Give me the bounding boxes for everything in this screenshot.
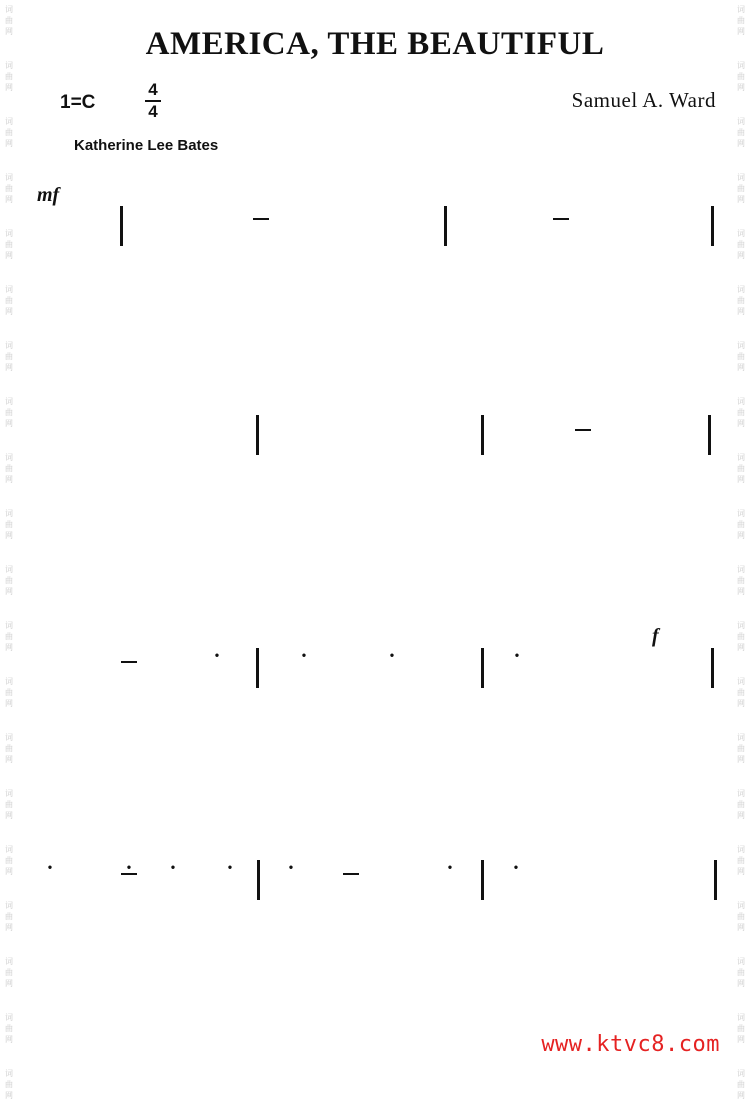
side-watermark-glyph: 词 bbox=[5, 733, 13, 742]
side-watermark-glyph: 网 bbox=[737, 139, 745, 148]
side-watermark-glyph: 网 bbox=[737, 979, 745, 988]
side-watermark-glyph: 网 bbox=[737, 1091, 745, 1100]
side-watermark-glyph: 网 bbox=[737, 1035, 745, 1044]
site-watermark: www.ktvc8.com bbox=[541, 1032, 720, 1057]
side-watermark-glyph: 词 bbox=[737, 621, 745, 630]
side-watermark-glyph: 词 bbox=[737, 397, 745, 406]
dynamic-forte: f bbox=[652, 625, 659, 647]
side-watermark-glyph: 曲 bbox=[5, 128, 13, 137]
side-watermark-glyphs bbox=[734, 620, 748, 653]
side-watermark-glyph: 词 bbox=[737, 509, 745, 518]
side-watermark-glyph: 曲 bbox=[737, 184, 745, 193]
side-watermark-glyph: 网 bbox=[5, 475, 13, 484]
side-watermark-glyph: 网 bbox=[5, 1035, 13, 1044]
side-watermark-glyph: 词 bbox=[737, 789, 745, 798]
side-watermark-glyph: 曲 bbox=[5, 688, 13, 697]
side-watermark-glyphs bbox=[2, 284, 16, 317]
side-watermark-glyph: 词 bbox=[737, 173, 745, 182]
side-watermark-glyphs bbox=[734, 844, 748, 877]
side-watermark-glyphs bbox=[734, 172, 748, 205]
bar-line bbox=[481, 648, 484, 688]
side-watermark-glyphs bbox=[734, 228, 748, 261]
side-watermark-glyph: 曲 bbox=[5, 800, 13, 809]
side-watermark-glyphs bbox=[2, 396, 16, 429]
side-watermark-glyph: 网 bbox=[5, 699, 13, 708]
side-watermark-glyph: 词 bbox=[737, 1069, 745, 1078]
side-watermark-glyph: 网 bbox=[5, 587, 13, 596]
bar-line bbox=[711, 206, 714, 246]
side-watermark-glyphs bbox=[2, 508, 16, 541]
side-watermark-glyphs bbox=[2, 564, 16, 597]
side-watermark-glyph: 词 bbox=[5, 565, 13, 574]
side-watermark-glyph: 曲 bbox=[5, 520, 13, 529]
side-watermark-glyph: 曲 bbox=[737, 1024, 745, 1033]
side-watermark-glyph: 词 bbox=[5, 173, 13, 182]
side-watermark-glyph: 曲 bbox=[737, 352, 745, 361]
side-watermark-glyph: 曲 bbox=[5, 184, 13, 193]
side-watermark-glyph: 词 bbox=[5, 789, 13, 798]
side-watermark-glyphs bbox=[2, 732, 16, 765]
side-watermark-glyphs bbox=[734, 956, 748, 989]
side-watermark-glyph: 网 bbox=[5, 139, 13, 148]
side-watermark-glyph: 网 bbox=[5, 755, 13, 764]
side-watermark-glyph: 曲 bbox=[737, 464, 745, 473]
side-watermark-glyph: 曲 bbox=[737, 1080, 745, 1089]
side-watermark-glyph: 曲 bbox=[737, 128, 745, 137]
side-watermark-glyph: 词 bbox=[737, 565, 745, 574]
side-watermark-glyph: 词 bbox=[737, 285, 745, 294]
side-watermark-glyph: 曲 bbox=[737, 296, 745, 305]
side-watermark-glyph: 网 bbox=[5, 643, 13, 652]
side-watermark-glyph: 曲 bbox=[5, 632, 13, 641]
side-watermark-glyph: 词 bbox=[5, 621, 13, 630]
side-watermark-glyph: 网 bbox=[737, 363, 745, 372]
side-watermark-glyph: 网 bbox=[5, 307, 13, 316]
side-watermark-glyphs bbox=[2, 956, 16, 989]
bar-line bbox=[711, 648, 714, 688]
side-watermark-glyph: 曲 bbox=[737, 912, 745, 921]
side-watermark-glyph: 词 bbox=[5, 1069, 13, 1078]
side-watermark-glyph: 曲 bbox=[5, 1024, 13, 1033]
side-watermark-glyph: 网 bbox=[5, 27, 13, 36]
side-watermark-glyphs bbox=[2, 4, 16, 37]
side-watermark-glyphs bbox=[734, 732, 748, 765]
side-watermark-glyph: 网 bbox=[737, 83, 745, 92]
side-watermark-glyph: 词 bbox=[5, 845, 13, 854]
time-signature bbox=[142, 80, 164, 122]
side-watermark-glyph: 曲 bbox=[737, 800, 745, 809]
side-watermark-glyph: 词 bbox=[5, 285, 13, 294]
side-watermark-glyph: 网 bbox=[737, 307, 745, 316]
side-watermark-glyphs bbox=[734, 4, 748, 37]
side-watermark-glyph: 曲 bbox=[5, 912, 13, 921]
bar-line bbox=[120, 206, 123, 246]
side-watermark-glyph: 词 bbox=[737, 61, 745, 70]
dynamic-mezzo-forte: mf bbox=[37, 184, 60, 206]
side-watermark-glyphs bbox=[734, 60, 748, 93]
side-watermark-glyph: 词 bbox=[5, 1013, 13, 1022]
side-watermark-glyph: 词 bbox=[5, 5, 13, 14]
side-watermark-glyph: 词 bbox=[737, 1013, 745, 1022]
side-watermark-glyph: 网 bbox=[737, 251, 745, 260]
side-watermark-glyph: 词 bbox=[5, 453, 13, 462]
side-watermark-glyph: 网 bbox=[737, 531, 745, 540]
side-watermark-glyph: 曲 bbox=[737, 576, 745, 585]
bar-line bbox=[444, 206, 447, 246]
side-watermark-glyph: 曲 bbox=[737, 72, 745, 81]
side-watermark-glyph: 网 bbox=[5, 923, 13, 932]
bar-line bbox=[481, 860, 484, 900]
side-watermark-glyphs bbox=[2, 452, 16, 485]
bar-line bbox=[708, 415, 711, 455]
side-watermark-glyphs bbox=[2, 900, 16, 933]
side-watermark-glyph: 曲 bbox=[737, 688, 745, 697]
side-watermark-glyphs bbox=[734, 564, 748, 597]
side-watermark-glyph: 词 bbox=[737, 957, 745, 966]
side-watermark-glyph: 曲 bbox=[5, 576, 13, 585]
side-watermark-glyph: 曲 bbox=[737, 968, 745, 977]
side-watermark-glyph: 网 bbox=[5, 83, 13, 92]
composer: Samuel A. Ward bbox=[571, 88, 716, 112]
side-watermark-glyph: 词 bbox=[5, 117, 13, 126]
side-watermark-glyph: 网 bbox=[737, 643, 745, 652]
side-watermark-glyphs bbox=[2, 228, 16, 261]
side-watermark-glyph: 曲 bbox=[737, 856, 745, 865]
side-watermark-glyphs bbox=[734, 1012, 748, 1045]
song-title: AMERICA, THE BEAUTIFUL bbox=[145, 26, 605, 62]
lyricist: Katherine Lee Bates bbox=[74, 137, 219, 154]
side-watermark-glyph: 曲 bbox=[5, 464, 13, 473]
side-watermark-glyph: 词 bbox=[5, 397, 13, 406]
side-watermark-glyph: 词 bbox=[5, 229, 13, 238]
side-watermark-glyph: 网 bbox=[5, 811, 13, 820]
side-watermark-glyphs bbox=[734, 340, 748, 373]
side-watermark-glyph: 词 bbox=[5, 901, 13, 910]
side-watermark-glyph: 曲 bbox=[5, 856, 13, 865]
bar-line bbox=[714, 860, 717, 900]
side-watermark-glyphs bbox=[2, 60, 16, 93]
side-watermark-glyph: 网 bbox=[5, 195, 13, 204]
side-watermark-glyphs bbox=[734, 396, 748, 429]
side-watermark-glyph: 曲 bbox=[5, 1080, 13, 1089]
side-watermark-glyphs bbox=[734, 284, 748, 317]
side-watermark-glyph: 网 bbox=[737, 867, 745, 876]
side-watermark-glyph: 网 bbox=[737, 419, 745, 428]
side-watermark-glyphs bbox=[2, 788, 16, 821]
side-watermark-glyph: 词 bbox=[737, 901, 745, 910]
side-watermark-glyph: 曲 bbox=[5, 968, 13, 977]
side-watermark-glyphs bbox=[734, 1068, 748, 1101]
side-watermark-glyph: 词 bbox=[737, 5, 745, 14]
side-watermark-glyph: 词 bbox=[737, 733, 745, 742]
side-watermark-glyph: 词 bbox=[737, 677, 745, 686]
side-watermark-glyph: 网 bbox=[737, 27, 745, 36]
side-watermark-glyphs bbox=[734, 900, 748, 933]
side-watermark-glyphs bbox=[734, 676, 748, 709]
side-watermark-glyphs bbox=[2, 620, 16, 653]
side-watermark-glyph: 词 bbox=[5, 509, 13, 518]
side-watermark-glyph: 词 bbox=[737, 845, 745, 854]
side-watermark-glyph: 网 bbox=[5, 363, 13, 372]
side-watermark-glyph: 网 bbox=[5, 419, 13, 428]
side-watermark-glyph: 网 bbox=[737, 699, 745, 708]
side-watermark-glyph: 网 bbox=[5, 867, 13, 876]
side-watermark-glyphs bbox=[2, 844, 16, 877]
side-watermark-glyph: 曲 bbox=[737, 744, 745, 753]
bar-line bbox=[256, 648, 259, 688]
side-watermark-glyph: 词 bbox=[737, 341, 745, 350]
side-watermark-glyphs bbox=[734, 508, 748, 541]
side-watermark-glyph: 词 bbox=[737, 453, 745, 462]
side-watermark-glyph: 曲 bbox=[737, 408, 745, 417]
side-watermark-glyphs bbox=[734, 452, 748, 485]
side-watermark-glyph: 网 bbox=[5, 1091, 13, 1100]
side-watermark-glyphs bbox=[734, 116, 748, 149]
side-watermark-glyph: 曲 bbox=[5, 72, 13, 81]
side-watermark-glyph: 曲 bbox=[737, 632, 745, 641]
side-watermark-glyph: 词 bbox=[5, 61, 13, 70]
side-watermark-glyph: 词 bbox=[737, 117, 745, 126]
side-watermark-glyph: 曲 bbox=[737, 16, 745, 25]
side-watermark-glyph: 词 bbox=[737, 229, 745, 238]
side-watermark-glyph: 网 bbox=[5, 531, 13, 540]
side-watermark-glyphs bbox=[2, 1068, 16, 1101]
side-watermark-glyph: 网 bbox=[737, 195, 745, 204]
side-watermark-glyph: 曲 bbox=[5, 352, 13, 361]
side-watermark-glyph: 词 bbox=[5, 341, 13, 350]
side-watermark-glyphs bbox=[2, 172, 16, 205]
side-watermark-glyphs bbox=[2, 340, 16, 373]
side-watermark-glyph: 网 bbox=[737, 811, 745, 820]
side-watermark-glyph: 网 bbox=[737, 755, 745, 764]
bar-line bbox=[257, 860, 260, 900]
side-watermark-glyphs bbox=[734, 788, 748, 821]
side-watermark-glyph: 曲 bbox=[5, 240, 13, 249]
side-watermark-glyph: 词 bbox=[5, 677, 13, 686]
side-watermark-glyph: 曲 bbox=[737, 240, 745, 249]
side-watermark-glyph: 曲 bbox=[5, 408, 13, 417]
side-watermark-glyph: 词 bbox=[5, 957, 13, 966]
bar-line bbox=[481, 415, 484, 455]
side-watermark-glyph: 网 bbox=[5, 251, 13, 260]
side-watermark-glyphs bbox=[2, 1012, 16, 1045]
side-watermark-glyph: 曲 bbox=[5, 16, 13, 25]
side-watermark-glyph: 网 bbox=[737, 475, 745, 484]
side-watermark-glyph: 曲 bbox=[5, 744, 13, 753]
time-signature-bottom: 4 bbox=[148, 102, 158, 121]
time-signature-top: 4 bbox=[148, 80, 158, 99]
side-watermark-glyphs bbox=[2, 116, 16, 149]
side-watermark-glyph: 曲 bbox=[737, 520, 745, 529]
bar-line bbox=[256, 415, 259, 455]
side-watermark-glyph: 网 bbox=[5, 979, 13, 988]
side-watermark-glyph: 网 bbox=[737, 587, 745, 596]
key-signature: 1=C bbox=[60, 92, 96, 113]
side-watermark-glyph: 曲 bbox=[5, 296, 13, 305]
side-watermark-glyphs bbox=[2, 676, 16, 709]
side-watermark-glyph: 网 bbox=[737, 923, 745, 932]
